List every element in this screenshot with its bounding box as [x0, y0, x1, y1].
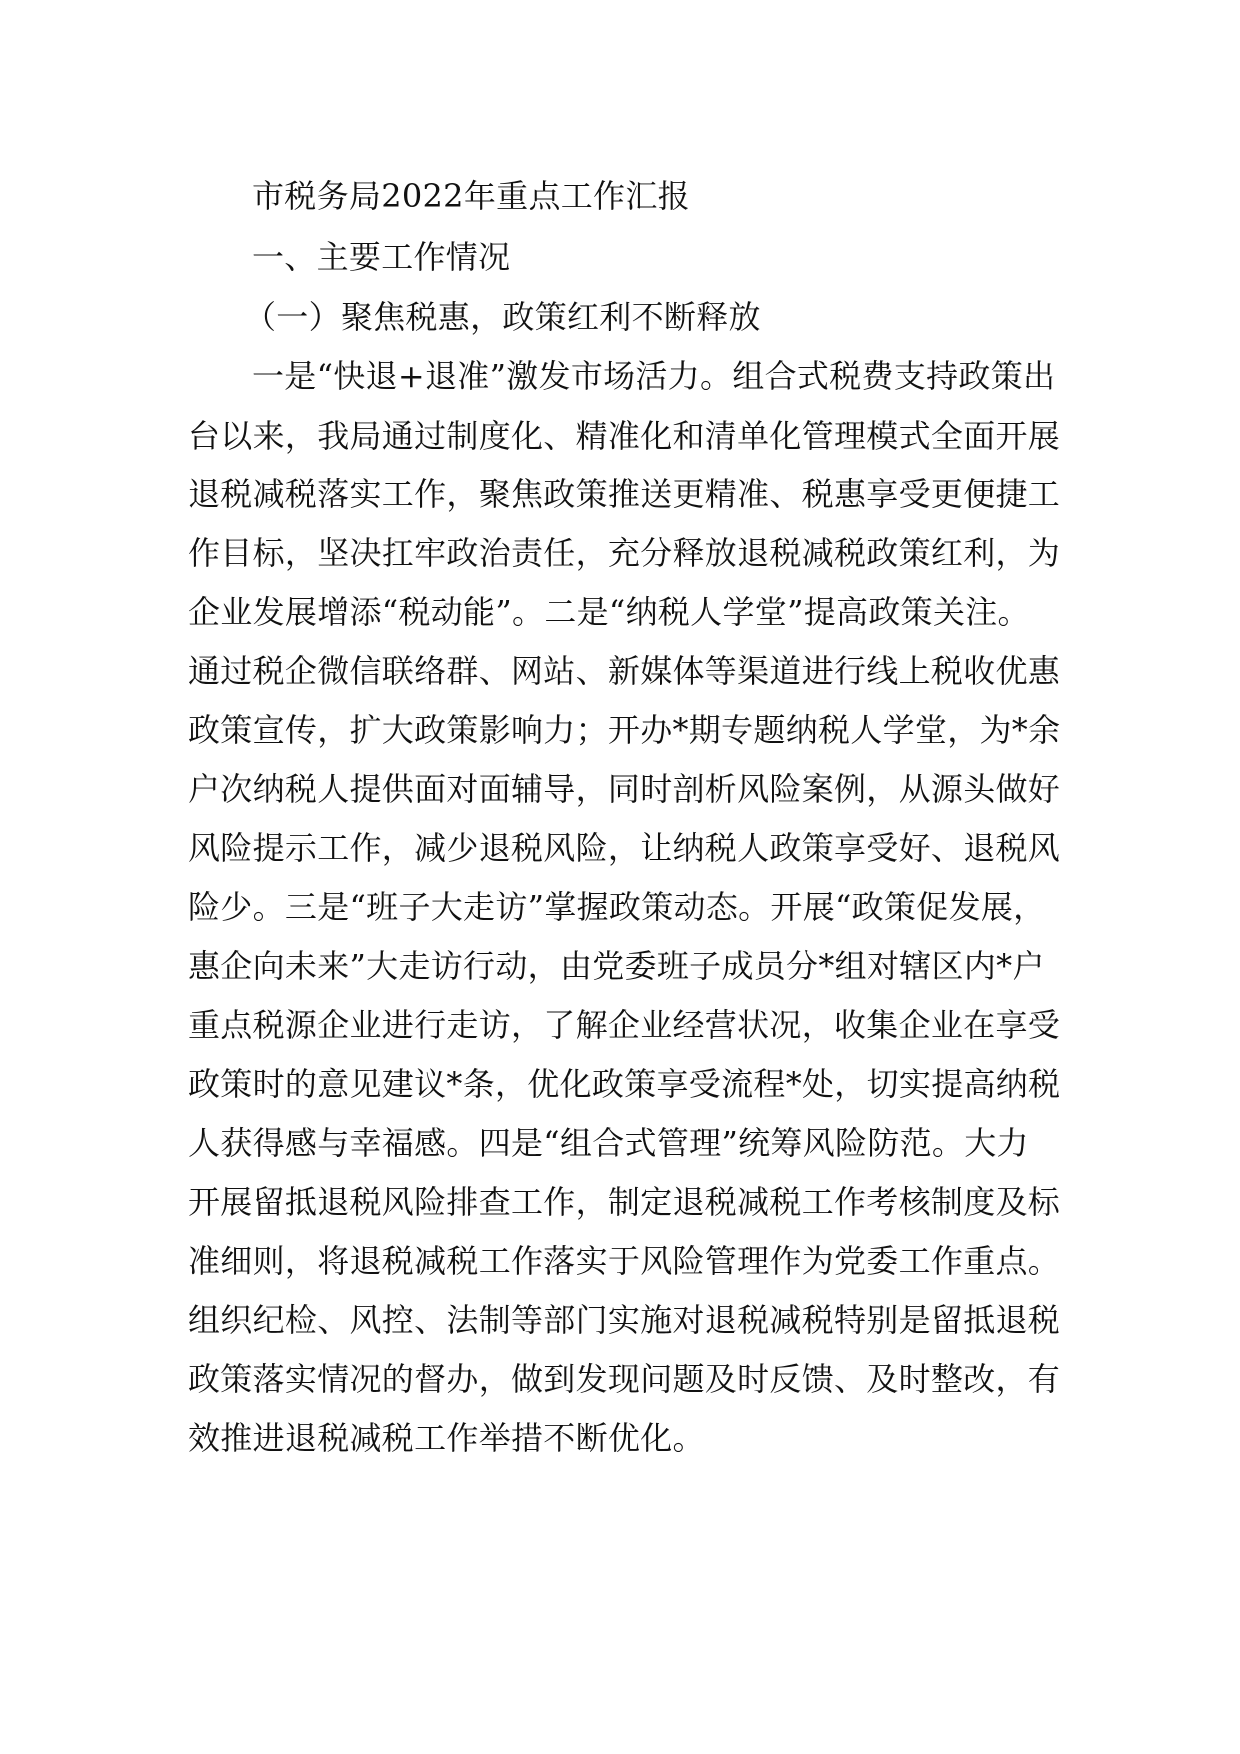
- body-line: 政策宣传，扩大政策影响力；开办*期专题纳税人学堂，为*余: [188, 711, 1061, 749]
- body-line: 准细则，将退税减税工作落实于风险管理作为党委工作重点。: [188, 1242, 1061, 1280]
- body-line: 作目标，坚决扛牢政治责任，充分释放退税减税政策红利，为: [188, 534, 1061, 572]
- body-line: 一是“快退+退准”激发市场活力。组合式税费支持政策出: [252, 357, 1056, 395]
- document-title: 市税务局2022年重点工作汇报: [252, 177, 690, 215]
- subsection-heading: （一）聚焦税惠，政策红利不断释放: [244, 298, 761, 336]
- body-line: 企业发展增添“税动能”。二是“纳税人学堂”提高政策关注。: [188, 593, 1030, 631]
- body-line: 风险提示工作，减少退税风险，让纳税人政策享受好、退税风: [188, 829, 1061, 867]
- section-heading: 一、主要工作情况: [252, 238, 511, 276]
- body-line: 组织纪检、风控、法制等部门实施对退税减税特别是留抵退税: [188, 1301, 1061, 1339]
- body-line: 政策落实情况的督办，做到发现问题及时反馈、及时整改，有: [188, 1360, 1061, 1398]
- body-line: 台以来，我局通过制度化、精准化和清单化管理模式全面开展: [188, 417, 1061, 455]
- body-line: 通过税企微信联络群、网站、新媒体等渠道进行线上税收优惠: [188, 652, 1061, 690]
- body-line: 险少。三是“班子大走访”掌握政策动态。开展“政策促发展，: [188, 888, 1046, 926]
- body-line: 惠企向未来”大走访行动，由党委班子成员分*组对辖区内*户: [188, 947, 1045, 985]
- body-line: 人获得感与幸福感。四是“组合式管理”统筹风险防范。大力: [188, 1124, 1029, 1162]
- body-line: 退税减税落实工作，聚焦政策推送更精准、税惠享受更便捷工: [188, 475, 1061, 513]
- body-line: 开展留抵退税风险排查工作，制定退税减税工作考核制度及标: [188, 1183, 1061, 1221]
- body-line: 政策时的意见建议*条，优化政策享受流程*处，切实提高纳税: [188, 1065, 1061, 1103]
- body-line: 重点税源企业进行走访，了解企业经营状况，收集企业在享受: [188, 1006, 1061, 1044]
- body-line: 效推进退税减税工作举措不断优化。: [188, 1419, 705, 1457]
- body-line: 户次纳税人提供面对面辅导，同时剖析风险案例，从源头做好: [188, 770, 1061, 808]
